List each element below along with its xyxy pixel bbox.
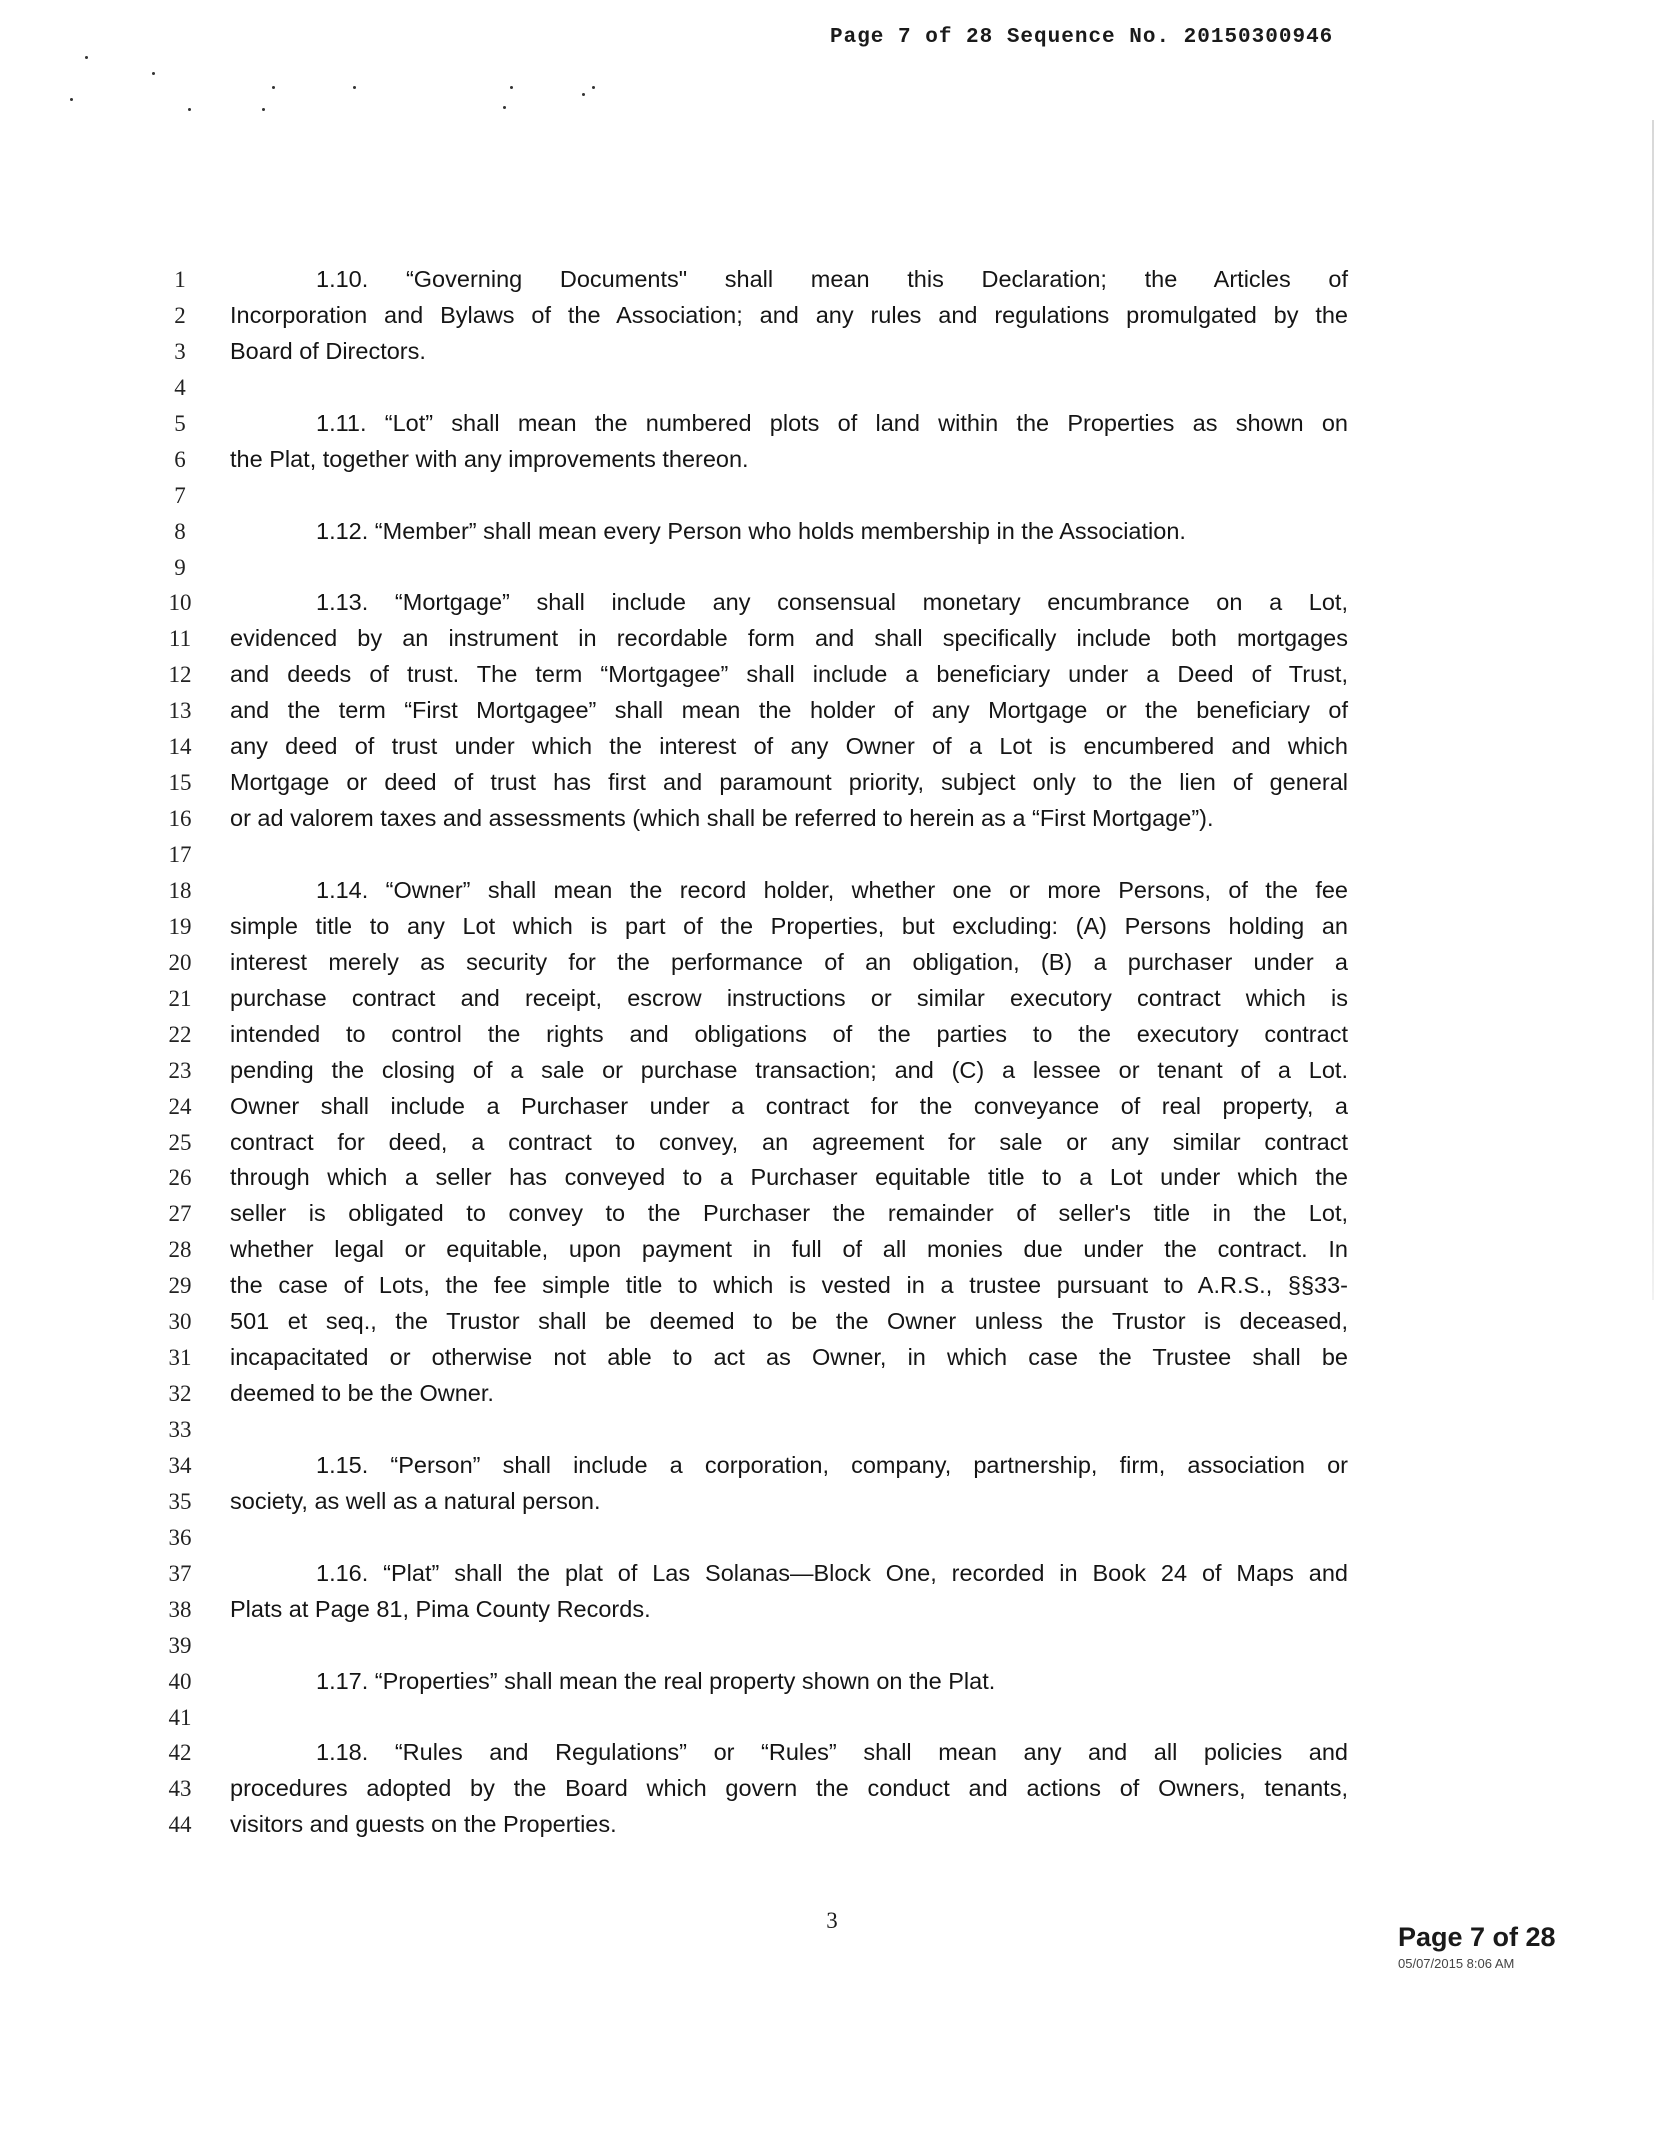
section-1-14-line: intended to control the rights and obligations of the parties to the executory contract xyxy=(230,1020,1348,1047)
section-1-14-line: interest merely as security for the performance of an obligation, (B) a purchaser under a xyxy=(230,948,1348,975)
line-number: 8 xyxy=(174,518,186,544)
line-number: 9 xyxy=(174,554,186,580)
section-1-14-line: deemed to be the Owner. xyxy=(230,1380,494,1407)
line-number: 5 xyxy=(174,410,186,436)
line-number: 12 xyxy=(168,662,192,688)
blank-line xyxy=(230,1520,1348,1556)
scan-speck xyxy=(85,56,88,59)
line-number: 36 xyxy=(168,1524,192,1550)
line-number: 26 xyxy=(168,1165,192,1191)
section-1-16-line: 1.16. “Plat” shall the plat of Las Solanas—Block One, recorded in Book 24 of Maps and xyxy=(316,1559,1348,1586)
section-1-16-line: Plats at Page 81, Pima County Records. xyxy=(230,1595,651,1622)
blank-line xyxy=(230,1700,1348,1736)
line-number: 34 xyxy=(168,1452,192,1478)
section-1-14-line: purchase contract and receipt, escrow instructions or similar executory contract which is xyxy=(230,984,1348,1011)
line-number: 23 xyxy=(168,1057,192,1083)
section-1-15-line: 1.15. “Person” shall include a corporation, company, partnership, firm, association or xyxy=(316,1451,1348,1478)
declaration-body xyxy=(230,262,1348,1843)
section-1-14-line: 1.14. “Owner” shall mean the record holder, whether one or more Persons, of the fee xyxy=(316,876,1348,903)
scan-speck xyxy=(188,108,191,111)
section-1-13-line: and the term “First Mortgagee” shall mean the holder of any Mortgage or the beneficiary of xyxy=(230,697,1348,724)
line-number: 24 xyxy=(168,1093,192,1119)
recording-footer-date: 05/07/2015 8:06 AM xyxy=(1398,1956,1515,1971)
line-number: 16 xyxy=(168,806,192,832)
scan-speck xyxy=(152,72,155,75)
scan-speck xyxy=(582,93,585,96)
section-1-13-line: 1.13. “Mortgage” shall include any consensual monetary encumbrance on a Lot, xyxy=(316,589,1348,616)
line-number: 44 xyxy=(168,1812,192,1838)
page-number: 3 xyxy=(826,1908,838,1933)
line-number: 21 xyxy=(168,985,192,1011)
scan-speck xyxy=(262,108,265,111)
section-1-14-line: incapacitated or otherwise not able to act as Owner, in which case the Trustee shall be xyxy=(230,1344,1348,1371)
line-number: 29 xyxy=(168,1273,192,1299)
line-number: 6 xyxy=(174,446,186,472)
section-1-14-line: the case of Lots, the fee simple title to which is vested in a trustee pursuant to A.R.S., §§33- xyxy=(230,1272,1348,1299)
line-number: 19 xyxy=(168,913,192,939)
line-number: 43 xyxy=(168,1776,192,1802)
scan-speck xyxy=(510,86,513,89)
section-1-10-line: Incorporation and Bylaws of the Association; and any rules and regulations promulgated by the xyxy=(230,301,1348,328)
section-1-10-line: Board of Directors. xyxy=(230,337,426,364)
section-1-14-line: through which a seller has conveyed to a Purchaser equitable title to a Lot under which the xyxy=(230,1164,1348,1191)
line-number: 30 xyxy=(168,1309,192,1335)
section-1-15-line: society, as well as a natural person. xyxy=(230,1487,601,1514)
section-1-14-line: whether legal or equitable, upon payment in full of all monies due under the contract. In xyxy=(230,1236,1348,1263)
line-number: 33 xyxy=(168,1417,192,1442)
section-1-13-line: evidenced by an instrument in recordable form and shall specifically include both mortgages xyxy=(230,625,1348,652)
line-number: 1 xyxy=(174,267,186,292)
section-1-13-line: any deed of trust under which the interest of any Owner of a Lot is encumbered and which xyxy=(230,733,1348,760)
blank-line xyxy=(230,1412,1348,1448)
line-number: 35 xyxy=(168,1488,192,1514)
scan-speck xyxy=(592,86,595,89)
line-number: 7 xyxy=(174,482,186,508)
line-number: 22 xyxy=(168,1021,192,1047)
line-number: 37 xyxy=(168,1560,192,1586)
section-1-10-line: 1.10. “Governing Documents" shall mean this Declaration; the Articles of xyxy=(316,266,1348,292)
line-number: 13 xyxy=(168,698,192,724)
line-number: 4 xyxy=(174,374,186,400)
line-number: 2 xyxy=(174,302,186,328)
section-1-13-line: or ad valorem taxes and assessments (which shall be referred to herein as a “First Mortgage”). xyxy=(230,805,1214,832)
scan-edge-shadow xyxy=(1652,120,1654,1300)
blank-line xyxy=(230,478,1348,514)
section-1-14-line: seller is obligated to convey to the Purchaser the remainder of seller's title in the Lot, xyxy=(230,1200,1348,1227)
line-number: 10 xyxy=(168,590,192,616)
recording-header-stamp: Page 7 of 28 Sequence No. 20150300946 xyxy=(830,26,1334,49)
line-number: 39 xyxy=(168,1632,192,1658)
section-1-14-line: Owner shall include a Purchaser under a contract for the conveyance of real property, a xyxy=(230,1092,1348,1119)
scan-speck xyxy=(272,86,275,89)
scan-speck xyxy=(70,98,73,101)
section-1-14-line: 501 et seq., the Trustor shall be deemed to be the Owner unless the Trustor is deceased, xyxy=(230,1308,1348,1335)
line-number: 31 xyxy=(168,1345,192,1371)
line-number: 20 xyxy=(168,949,192,975)
line-number: 17 xyxy=(168,842,192,867)
recording-footer-stamp: Page 7 of 28 xyxy=(1398,1922,1556,1952)
section-1-13-line: Mortgage or deed of trust has first and paramount priority, subject only to the lien of general xyxy=(230,769,1348,796)
section-1-18-line: 1.18. “Rules and Regulations” or “Rules” shall mean any and all policies and xyxy=(316,1739,1348,1766)
section-1-14-line: contract for deed, a contract to convey, an agreement for sale or any similar contract xyxy=(230,1128,1348,1155)
section-1-11-line: 1.11. “Lot” shall mean the numbered plots of land within the Properties as shown on xyxy=(316,409,1348,436)
line-number: 11 xyxy=(168,626,192,652)
section-1-11-line: the Plat, together with any improvements thereon. xyxy=(230,445,749,472)
line-number: 14 xyxy=(168,734,192,760)
line-number: 18 xyxy=(168,877,192,903)
line-number: 32 xyxy=(168,1381,192,1407)
line-number: 38 xyxy=(168,1596,192,1622)
line-number: 41 xyxy=(168,1704,192,1730)
blank-line xyxy=(230,370,1348,406)
line-number: 28 xyxy=(168,1237,192,1263)
section-1-18-line: procedures adopted by the Board which govern the conduct and actions of Owners, tenants, xyxy=(230,1775,1348,1802)
line-number: 25 xyxy=(168,1129,192,1155)
blank-line xyxy=(230,550,1348,586)
line-number: 15 xyxy=(168,770,192,796)
section-1-14-line: simple title to any Lot which is part of the Properties, but excluding: (A) Persons holding an xyxy=(230,912,1348,939)
section-1-17-line: 1.17. “Properties” shall mean the real property shown on the Plat. xyxy=(316,1667,996,1694)
line-number: 42 xyxy=(168,1740,192,1766)
section-1-12-line: 1.12. “Member” shall mean every Person who holds membership in the Association. xyxy=(316,517,1186,544)
line-number: 40 xyxy=(168,1668,192,1694)
line-number: 27 xyxy=(168,1201,192,1227)
blank-line xyxy=(230,837,1348,873)
scan-speck xyxy=(503,106,506,109)
section-1-18-line: visitors and guests on the Properties. xyxy=(230,1811,617,1838)
section-1-14-line: pending the closing of a sale or purchase transaction; and (C) a lessee or tenant of a Lot. xyxy=(230,1056,1348,1083)
scan-speck xyxy=(353,86,356,89)
line-number-column xyxy=(150,262,210,1843)
blank-line xyxy=(230,1628,1348,1664)
line-number: 3 xyxy=(174,338,186,364)
section-1-13-line: and deeds of trust. The term “Mortgagee” shall include a beneficiary under a Deed of Trust, xyxy=(230,661,1348,688)
